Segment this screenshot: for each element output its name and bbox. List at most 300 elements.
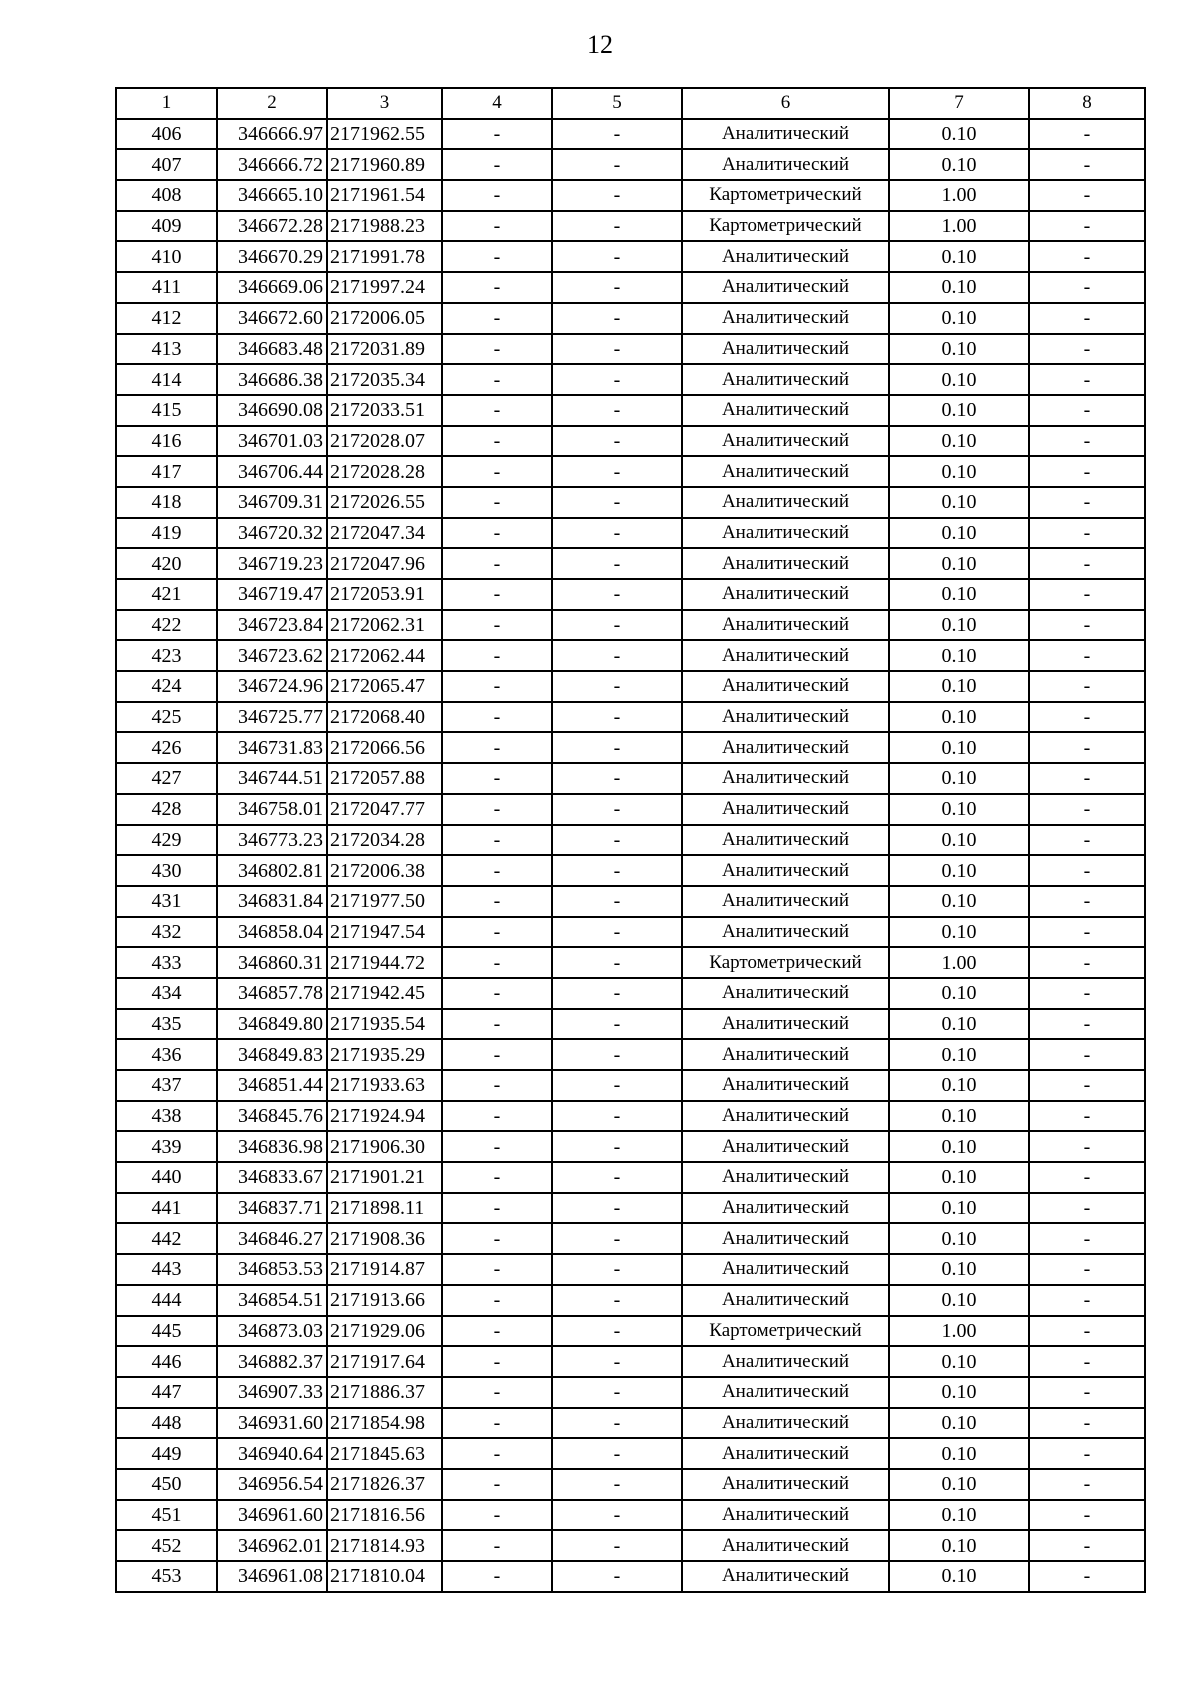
point-number-cell: 453 [116, 1561, 217, 1592]
column-8-cell: - [1029, 1039, 1145, 1070]
column-8-cell: - [1029, 640, 1145, 671]
x-coordinate-cell: 346837.71 [217, 1193, 327, 1224]
accuracy-cell: 0.10 [889, 518, 1029, 549]
point-number-cell: 428 [116, 794, 217, 825]
column-5-cell: - [552, 548, 682, 579]
y-coordinate-cell: 2171962.55 [327, 119, 442, 150]
method-cell: Аналитический [682, 1039, 889, 1070]
x-coordinate-cell: 346725.77 [217, 702, 327, 733]
method-cell: Аналитический [682, 1131, 889, 1162]
accuracy-cell: 0.10 [889, 702, 1029, 733]
y-coordinate-cell: 2172006.05 [327, 303, 442, 334]
column-5-cell: - [552, 917, 682, 948]
x-coordinate-cell: 346672.28 [217, 211, 327, 242]
y-coordinate-cell: 2171810.04 [327, 1561, 442, 1592]
point-number-cell: 449 [116, 1438, 217, 1469]
column-8-cell: - [1029, 548, 1145, 579]
y-coordinate-cell: 2171944.72 [327, 947, 442, 978]
column-header-7: 7 [889, 88, 1029, 119]
x-coordinate-cell: 346833.67 [217, 1162, 327, 1193]
column-4-cell: - [442, 702, 552, 733]
table-row [116, 395, 1145, 426]
column-5-cell: - [552, 364, 682, 395]
column-4-cell: - [442, 1101, 552, 1132]
column-8-cell: - [1029, 1285, 1145, 1316]
y-coordinate-cell: 2171908.36 [327, 1223, 442, 1254]
column-4-cell: - [442, 1254, 552, 1285]
accuracy-cell: 0.10 [889, 426, 1029, 457]
column-8-cell: - [1029, 211, 1145, 242]
y-coordinate-cell: 2171997.24 [327, 272, 442, 303]
column-8-cell: - [1029, 978, 1145, 1009]
column-8-cell: - [1029, 1162, 1145, 1193]
method-cell: Аналитический [682, 825, 889, 856]
column-4-cell: - [442, 671, 552, 702]
table-row [116, 886, 1145, 917]
x-coordinate-cell: 346846.27 [217, 1223, 327, 1254]
table-row [116, 1530, 1145, 1561]
point-number-cell: 437 [116, 1070, 217, 1101]
column-8-cell: - [1029, 1561, 1145, 1592]
point-number-cell: 433 [116, 947, 217, 978]
method-cell: Аналитический [682, 241, 889, 272]
y-coordinate-cell: 2172053.91 [327, 579, 442, 610]
point-number-cell: 416 [116, 426, 217, 457]
y-coordinate-cell: 2172047.77 [327, 794, 442, 825]
x-coordinate-cell: 346720.32 [217, 518, 327, 549]
method-cell: Картометрический [682, 180, 889, 211]
column-4-cell: - [442, 1469, 552, 1500]
table-row [116, 1223, 1145, 1254]
accuracy-cell: 0.10 [889, 119, 1029, 150]
table-row [116, 119, 1145, 150]
method-cell: Аналитический [682, 671, 889, 702]
method-cell: Аналитический [682, 1162, 889, 1193]
point-number-cell: 418 [116, 487, 217, 518]
method-cell: Аналитический [682, 1070, 889, 1101]
column-8-cell: - [1029, 763, 1145, 794]
column-4-cell: - [442, 1039, 552, 1070]
column-4-cell: - [442, 456, 552, 487]
y-coordinate-cell: 2171988.23 [327, 211, 442, 242]
table-row [116, 917, 1145, 948]
column-4-cell: - [442, 917, 552, 948]
method-cell: Аналитический [682, 732, 889, 763]
x-coordinate-cell: 346690.08 [217, 395, 327, 426]
column-8-cell: - [1029, 579, 1145, 610]
y-coordinate-cell: 2172026.55 [327, 487, 442, 518]
y-coordinate-cell: 2171906.30 [327, 1131, 442, 1162]
method-cell: Аналитический [682, 1469, 889, 1500]
y-coordinate-cell: 2171901.21 [327, 1162, 442, 1193]
y-coordinate-cell: 2172034.28 [327, 825, 442, 856]
accuracy-cell: 0.10 [889, 334, 1029, 365]
accuracy-cell: 0.10 [889, 1500, 1029, 1531]
accuracy-cell: 0.10 [889, 1193, 1029, 1224]
x-coordinate-cell: 346961.60 [217, 1500, 327, 1531]
column-4-cell: - [442, 364, 552, 395]
y-coordinate-cell: 2172035.34 [327, 364, 442, 395]
table-body [116, 119, 1145, 1592]
y-coordinate-cell: 2171929.06 [327, 1316, 442, 1347]
column-header-8: 8 [1029, 88, 1145, 119]
point-number-cell: 415 [116, 395, 217, 426]
accuracy-cell: 0.10 [889, 272, 1029, 303]
point-number-cell: 431 [116, 886, 217, 917]
point-number-cell: 448 [116, 1408, 217, 1439]
accuracy-cell: 0.10 [889, 1223, 1029, 1254]
accuracy-cell: 0.10 [889, 763, 1029, 794]
column-4-cell: - [442, 272, 552, 303]
column-8-cell: - [1029, 1131, 1145, 1162]
column-8-cell: - [1029, 334, 1145, 365]
column-4-cell: - [442, 241, 552, 272]
point-number-cell: 421 [116, 579, 217, 610]
accuracy-cell: 0.10 [889, 825, 1029, 856]
column-5-cell: - [552, 1500, 682, 1531]
accuracy-cell: 0.10 [889, 886, 1029, 917]
point-number-cell: 442 [116, 1223, 217, 1254]
column-4-cell: - [442, 1561, 552, 1592]
method-cell: Аналитический [682, 426, 889, 457]
column-5-cell: - [552, 211, 682, 242]
y-coordinate-cell: 2171826.37 [327, 1469, 442, 1500]
column-5-cell: - [552, 1346, 682, 1377]
y-coordinate-cell: 2172047.96 [327, 548, 442, 579]
method-cell: Аналитический [682, 1193, 889, 1224]
accuracy-cell: 0.10 [889, 1070, 1029, 1101]
column-8-cell: - [1029, 180, 1145, 211]
point-number-cell: 435 [116, 1009, 217, 1040]
column-8-cell: - [1029, 426, 1145, 457]
column-4-cell: - [442, 487, 552, 518]
method-cell: Аналитический [682, 1346, 889, 1377]
x-coordinate-cell: 346849.80 [217, 1009, 327, 1040]
x-coordinate-cell: 346858.04 [217, 917, 327, 948]
method-cell: Аналитический [682, 487, 889, 518]
x-coordinate-cell: 346831.84 [217, 886, 327, 917]
y-coordinate-cell: 2172028.07 [327, 426, 442, 457]
method-cell: Аналитический [682, 1438, 889, 1469]
accuracy-cell: 0.10 [889, 487, 1029, 518]
point-number-cell: 438 [116, 1101, 217, 1132]
y-coordinate-cell: 2171886.37 [327, 1377, 442, 1408]
method-cell: Картометрический [682, 1316, 889, 1347]
table-row [116, 1316, 1145, 1347]
column-8-cell: - [1029, 1500, 1145, 1531]
method-cell: Аналитический [682, 548, 889, 579]
column-header-5: 5 [552, 88, 682, 119]
point-number-cell: 441 [116, 1193, 217, 1224]
table-row [116, 1009, 1145, 1040]
y-coordinate-cell: 2171914.87 [327, 1254, 442, 1285]
table-row [116, 732, 1145, 763]
point-number-cell: 411 [116, 272, 217, 303]
accuracy-cell: 1.00 [889, 211, 1029, 242]
column-5-cell: - [552, 763, 682, 794]
table-row [116, 426, 1145, 457]
accuracy-cell: 0.10 [889, 1039, 1029, 1070]
point-number-cell: 408 [116, 180, 217, 211]
x-coordinate-cell: 346940.64 [217, 1438, 327, 1469]
column-8-cell: - [1029, 1408, 1145, 1439]
y-coordinate-cell: 2171960.89 [327, 149, 442, 180]
column-4-cell: - [442, 1500, 552, 1531]
column-4-cell: - [442, 1223, 552, 1254]
x-coordinate-cell: 346686.38 [217, 364, 327, 395]
column-4-cell: - [442, 610, 552, 641]
method-cell: Аналитический [682, 794, 889, 825]
accuracy-cell: 0.10 [889, 1131, 1029, 1162]
accuracy-cell: 0.10 [889, 579, 1029, 610]
column-4-cell: - [442, 548, 552, 579]
table-row [116, 272, 1145, 303]
y-coordinate-cell: 2171947.54 [327, 917, 442, 948]
column-4-cell: - [442, 1285, 552, 1316]
x-coordinate-cell: 346709.31 [217, 487, 327, 518]
column-4-cell: - [442, 1438, 552, 1469]
column-8-cell: - [1029, 303, 1145, 334]
y-coordinate-cell: 2172006.38 [327, 855, 442, 886]
method-cell: Аналитический [682, 395, 889, 426]
method-cell: Аналитический [682, 917, 889, 948]
y-coordinate-cell: 2172057.88 [327, 763, 442, 794]
column-8-cell: - [1029, 702, 1145, 733]
table-row [116, 456, 1145, 487]
point-number-cell: 447 [116, 1377, 217, 1408]
point-number-cell: 424 [116, 671, 217, 702]
column-4-cell: - [442, 180, 552, 211]
accuracy-cell: 0.10 [889, 1346, 1029, 1377]
x-coordinate-cell: 346723.62 [217, 640, 327, 671]
table-row [116, 610, 1145, 641]
table-row [116, 1193, 1145, 1224]
table-row [116, 794, 1145, 825]
column-8-cell: - [1029, 1223, 1145, 1254]
accuracy-cell: 0.10 [889, 1377, 1029, 1408]
table-row [116, 978, 1145, 1009]
column-4-cell: - [442, 1131, 552, 1162]
x-coordinate-cell: 346836.98 [217, 1131, 327, 1162]
accuracy-cell: 0.10 [889, 917, 1029, 948]
accuracy-cell: 0.10 [889, 1469, 1029, 1500]
column-5-cell: - [552, 794, 682, 825]
column-5-cell: - [552, 1223, 682, 1254]
table-row [116, 1377, 1145, 1408]
column-4-cell: - [442, 119, 552, 150]
accuracy-cell: 0.10 [889, 610, 1029, 641]
accuracy-cell: 0.10 [889, 1009, 1029, 1040]
x-coordinate-cell: 346666.97 [217, 119, 327, 150]
column-5-cell: - [552, 334, 682, 365]
accuracy-cell: 0.10 [889, 149, 1029, 180]
x-coordinate-cell: 346701.03 [217, 426, 327, 457]
point-number-cell: 419 [116, 518, 217, 549]
method-cell: Аналитический [682, 1561, 889, 1592]
x-coordinate-cell: 346672.60 [217, 303, 327, 334]
x-coordinate-cell: 346854.51 [217, 1285, 327, 1316]
x-coordinate-cell: 346683.48 [217, 334, 327, 365]
x-coordinate-cell: 346849.83 [217, 1039, 327, 1070]
column-5-cell: - [552, 1316, 682, 1347]
column-5-cell: - [552, 1131, 682, 1162]
column-8-cell: - [1029, 610, 1145, 641]
column-8-cell: - [1029, 119, 1145, 150]
x-coordinate-cell: 346670.29 [217, 241, 327, 272]
method-cell: Аналитический [682, 1285, 889, 1316]
x-coordinate-cell: 346931.60 [217, 1408, 327, 1439]
column-5-cell: - [552, 1377, 682, 1408]
table-row [116, 1285, 1145, 1316]
column-8-cell: - [1029, 1377, 1145, 1408]
column-5-cell: - [552, 1469, 682, 1500]
column-5-cell: - [552, 1408, 682, 1439]
column-4-cell: - [442, 1346, 552, 1377]
y-coordinate-cell: 2172028.28 [327, 456, 442, 487]
table-header-row [116, 88, 1145, 119]
point-number-cell: 413 [116, 334, 217, 365]
column-5-cell: - [552, 1530, 682, 1561]
point-number-cell: 420 [116, 548, 217, 579]
x-coordinate-cell: 346666.72 [217, 149, 327, 180]
accuracy-cell: 1.00 [889, 180, 1029, 211]
column-4-cell: - [442, 1009, 552, 1040]
point-number-cell: 422 [116, 610, 217, 641]
point-number-cell: 407 [116, 149, 217, 180]
column-4-cell: - [442, 855, 552, 886]
y-coordinate-cell: 2171933.63 [327, 1070, 442, 1101]
column-5-cell: - [552, 825, 682, 856]
table-row [116, 1070, 1145, 1101]
point-number-cell: 443 [116, 1254, 217, 1285]
point-number-cell: 427 [116, 763, 217, 794]
x-coordinate-cell: 346961.08 [217, 1561, 327, 1592]
point-number-cell: 429 [116, 825, 217, 856]
x-coordinate-cell: 346907.33 [217, 1377, 327, 1408]
table-row [116, 487, 1145, 518]
column-5-cell: - [552, 1193, 682, 1224]
y-coordinate-cell: 2171913.66 [327, 1285, 442, 1316]
table-row [116, 334, 1145, 365]
point-number-cell: 423 [116, 640, 217, 671]
accuracy-cell: 0.10 [889, 395, 1029, 426]
point-number-cell: 430 [116, 855, 217, 886]
column-5-cell: - [552, 180, 682, 211]
accuracy-cell: 0.10 [889, 364, 1029, 395]
x-coordinate-cell: 346719.47 [217, 579, 327, 610]
column-header-2: 2 [217, 88, 327, 119]
accuracy-cell: 0.10 [889, 732, 1029, 763]
column-4-cell: - [442, 1162, 552, 1193]
y-coordinate-cell: 2171961.54 [327, 180, 442, 211]
column-5-cell: - [552, 303, 682, 334]
column-5-cell: - [552, 1254, 682, 1285]
x-coordinate-cell: 346962.01 [217, 1530, 327, 1561]
column-8-cell: - [1029, 886, 1145, 917]
x-coordinate-cell: 346802.81 [217, 855, 327, 886]
accuracy-cell: 1.00 [889, 1316, 1029, 1347]
column-8-cell: - [1029, 364, 1145, 395]
column-5-cell: - [552, 1162, 682, 1193]
y-coordinate-cell: 2171816.56 [327, 1500, 442, 1531]
column-5-cell: - [552, 149, 682, 180]
y-coordinate-cell: 2171924.94 [327, 1101, 442, 1132]
column-8-cell: - [1029, 241, 1145, 272]
y-coordinate-cell: 2172065.47 [327, 671, 442, 702]
x-coordinate-cell: 346723.84 [217, 610, 327, 641]
column-5-cell: - [552, 640, 682, 671]
accuracy-cell: 0.10 [889, 640, 1029, 671]
method-cell: Аналитический [682, 1009, 889, 1040]
y-coordinate-cell: 2172066.56 [327, 732, 442, 763]
method-cell: Аналитический [682, 518, 889, 549]
column-8-cell: - [1029, 825, 1145, 856]
column-4-cell: - [442, 1070, 552, 1101]
column-8-cell: - [1029, 671, 1145, 702]
table-row [116, 825, 1145, 856]
x-coordinate-cell: 346669.06 [217, 272, 327, 303]
column-4-cell: - [442, 579, 552, 610]
column-4-cell: - [442, 640, 552, 671]
column-4-cell: - [442, 1316, 552, 1347]
column-5-cell: - [552, 1285, 682, 1316]
column-5-cell: - [552, 241, 682, 272]
method-cell: Аналитический [682, 149, 889, 180]
column-4-cell: - [442, 1377, 552, 1408]
x-coordinate-cell: 346773.23 [217, 825, 327, 856]
accuracy-cell: 0.10 [889, 1561, 1029, 1592]
column-5-cell: - [552, 610, 682, 641]
method-cell: Аналитический [682, 303, 889, 334]
column-8-cell: - [1029, 272, 1145, 303]
column-5-cell: - [552, 947, 682, 978]
method-cell: Аналитический [682, 1377, 889, 1408]
method-cell: Аналитический [682, 1223, 889, 1254]
table-row [116, 702, 1145, 733]
method-cell: Аналитический [682, 1500, 889, 1531]
y-coordinate-cell: 2171935.29 [327, 1039, 442, 1070]
column-8-cell: - [1029, 732, 1145, 763]
accuracy-cell: 0.10 [889, 1438, 1029, 1469]
method-cell: Аналитический [682, 119, 889, 150]
column-5-cell: - [552, 1039, 682, 1070]
table-row [116, 640, 1145, 671]
point-number-cell: 434 [116, 978, 217, 1009]
column-4-cell: - [442, 947, 552, 978]
table-row [116, 548, 1145, 579]
y-coordinate-cell: 2172062.44 [327, 640, 442, 671]
method-cell: Аналитический [682, 855, 889, 886]
y-coordinate-cell: 2172033.51 [327, 395, 442, 426]
column-header-3: 3 [327, 88, 442, 119]
point-number-cell: 450 [116, 1469, 217, 1500]
column-4-cell: - [442, 1408, 552, 1439]
method-cell: Аналитический [682, 1101, 889, 1132]
column-5-cell: - [552, 671, 682, 702]
x-coordinate-cell: 346724.96 [217, 671, 327, 702]
column-5-cell: - [552, 1070, 682, 1101]
accuracy-cell: 0.10 [889, 241, 1029, 272]
column-5-cell: - [552, 1561, 682, 1592]
accuracy-cell: 0.10 [889, 855, 1029, 886]
accuracy-cell: 0.10 [889, 1254, 1029, 1285]
table-row [116, 1254, 1145, 1285]
column-8-cell: - [1029, 456, 1145, 487]
method-cell: Аналитический [682, 334, 889, 365]
table-row [116, 1561, 1145, 1592]
x-coordinate-cell: 346851.44 [217, 1070, 327, 1101]
x-coordinate-cell: 346845.76 [217, 1101, 327, 1132]
